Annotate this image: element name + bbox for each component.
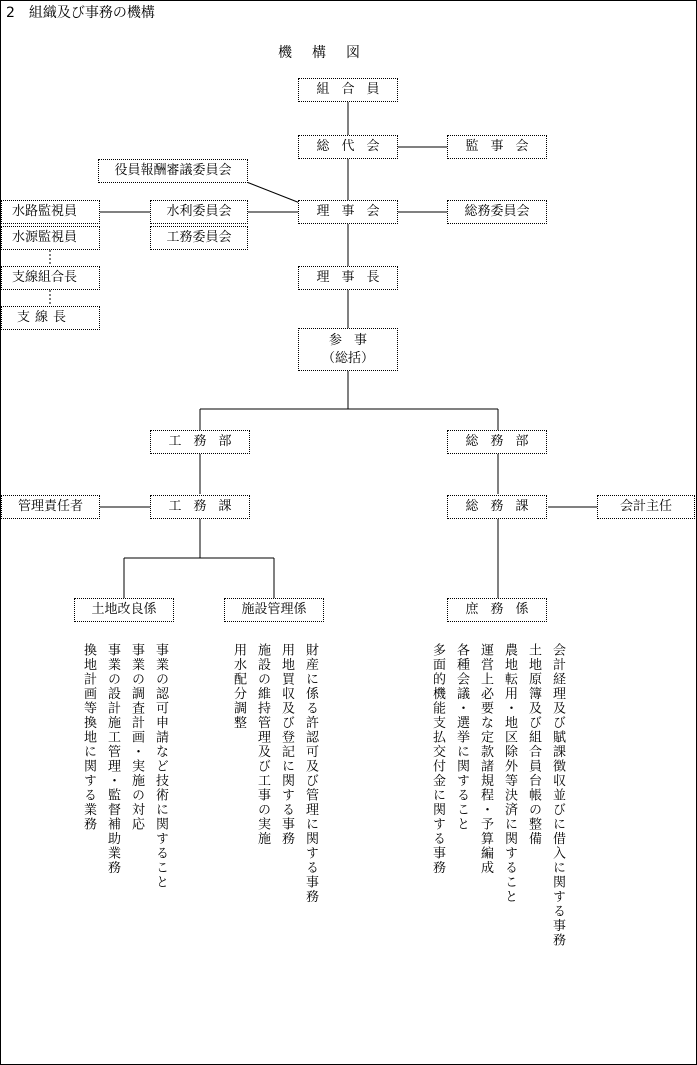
duty-general-6: 多面的機能支払交付金に関する事務: [430, 643, 445, 875]
chairman-box: 理事長: [298, 266, 398, 290]
auditors-box: 監事会: [447, 135, 547, 159]
duty-facility-2: 用地買収及び登記に関する事務: [279, 643, 294, 846]
engineering-section-box: 工務課: [150, 495, 250, 519]
duty-general-1: 会計経理及び賦課徴収並びに借入に関する事務: [550, 643, 565, 948]
manager-in-charge-box: 管理責任者: [1, 495, 100, 519]
counselor-box: [298, 328, 398, 371]
counselor-note: （総括）: [321, 350, 374, 366]
chart-title: 機構図: [278, 45, 380, 61]
board-box: 理事会: [298, 200, 398, 224]
branch-head-box: 支線長: [1, 306, 100, 330]
chief-accountant-box: 会計主任: [597, 495, 695, 519]
water-source-monitor-box: 水源監視員: [1, 226, 100, 250]
duty-facility-1: 財産に係る許認可及び管理に関する事務: [303, 643, 318, 904]
general-affairs-committee-box: 総務委員会: [447, 200, 547, 224]
line-compensation-board: [244, 181, 300, 203]
duty-general-4: 運営上必要な定款諸規程・予算編成: [478, 643, 493, 875]
water-committee-box: 水利委員会: [150, 200, 248, 224]
general-affairs-unit-box: 庶務係: [447, 598, 547, 622]
compensation-committee-box: 役員報酬審議委員会: [98, 159, 248, 183]
duty-general-3: 農地転用・地区除外等決済に関すること: [502, 643, 517, 904]
duty-facility-3: 施設の維持管理及び工事の実施: [255, 643, 270, 846]
general-affairs-section-box: 総務課: [447, 495, 547, 519]
general-affairs-dept-box: 総務部: [447, 430, 547, 454]
duty-general-2: 土地原簿及び組合員台帳の整備: [526, 643, 541, 846]
duty-facility-4: 用水配分調整: [231, 643, 246, 730]
duty-land-1: 事業の認可申請など技術に関すること: [153, 643, 168, 890]
duty-land-3: 事業の設計施工管理・監督補助業務: [105, 643, 120, 875]
duty-general-5: 各種会議・選挙に関すること: [454, 643, 469, 832]
duty-land-4: 換地計画等換地に関する業務: [81, 643, 96, 832]
counselor-label: 参事: [328, 332, 379, 348]
engineering-dept-box: 工務部: [150, 430, 250, 454]
facility-management-unit-box: 施設管理係: [224, 598, 324, 622]
section-heading: 2 組織及び事務の機構: [6, 5, 155, 21]
members-box: 組合員: [298, 78, 398, 102]
branch-union-head-box: 支線組合長: [1, 266, 100, 290]
general-assembly-box: 総代会: [298, 135, 398, 159]
duty-land-2: 事業の調査計画・実施の対応: [129, 643, 144, 832]
land-improvement-unit-box: 土地改良係: [74, 598, 174, 622]
works-committee-box: 工務委員会: [150, 226, 248, 250]
waterway-monitor-box: 水路監視員: [1, 200, 100, 224]
